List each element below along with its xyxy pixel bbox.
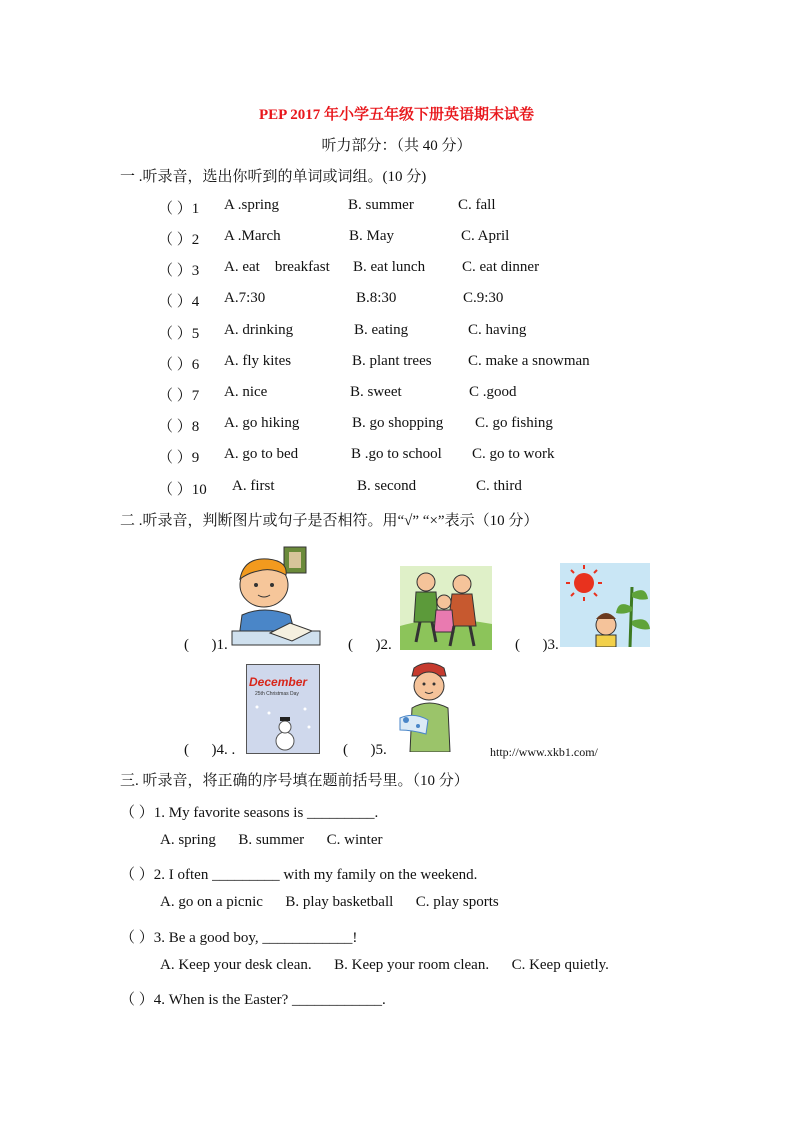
q1-paren: （ ）1 bbox=[158, 201, 200, 217]
calendar-month: December bbox=[249, 675, 308, 689]
part3-q1-options: A. spring B. summer C. winter bbox=[160, 832, 383, 848]
listening-subtitle: 听力部分：（共 40 分） bbox=[321, 138, 472, 154]
part1-heading: 一 .听录音，选出你听到的单词或词组。(10 分) bbox=[120, 169, 427, 185]
q2-option-c: C. April bbox=[461, 228, 510, 244]
q10-option-a: A. first bbox=[232, 478, 275, 494]
q7-option-b: B. sweet bbox=[350, 384, 402, 400]
sunny-day-picture bbox=[560, 563, 650, 647]
q3-paren: （ ）3 bbox=[158, 263, 200, 279]
q8-paren: （ ）8 bbox=[158, 419, 200, 435]
q2-paren: （ ）2 bbox=[158, 232, 200, 248]
part3-q2: （ ）2. I often _________ with my family on the weekend. bbox=[120, 867, 478, 883]
q6-option-a: A. fly kites bbox=[224, 353, 292, 369]
boy-washing-picture bbox=[392, 660, 464, 752]
boy-reading-picture bbox=[228, 545, 326, 647]
q7-paren: （ ）7 bbox=[158, 388, 200, 404]
q4-option-a: A.7:30 bbox=[224, 290, 266, 306]
family-outing-picture bbox=[400, 566, 492, 650]
part3-q3-options: A. Keep your desk clean. B. Keep your room clean. C. Keep quietly. bbox=[160, 957, 609, 973]
q9-option-a: A. go to bed bbox=[224, 446, 299, 462]
q4-paren: （ ）4 bbox=[158, 294, 200, 310]
q8-option-b: B. go shopping bbox=[352, 415, 444, 431]
q5-option-a: A. drinking bbox=[224, 322, 294, 338]
q5-option-c: C. having bbox=[468, 322, 527, 338]
q8-option-c: C. go fishing bbox=[475, 415, 553, 431]
q9-paren: （ ）9 bbox=[158, 450, 200, 466]
q3-option-c: C. eat dinner bbox=[462, 259, 540, 275]
q3-option-b: B. eat lunch bbox=[353, 259, 426, 275]
part3-q4: （ ）4. When is the Easter? ____________. bbox=[120, 992, 386, 1008]
q9-option-b: B .go to school bbox=[351, 446, 442, 462]
q4-option-c: C.9:30 bbox=[463, 290, 504, 306]
part3-q3: （ ）3. Be a good boy, ____________! bbox=[120, 930, 358, 946]
picture4-label: ( )4. . bbox=[184, 742, 236, 758]
q7-option-a: A. nice bbox=[224, 384, 268, 400]
source-url: http://www.xkb1.com/ bbox=[490, 745, 598, 759]
q6-paren: （ ）6 bbox=[158, 357, 200, 373]
picture1-label: ( )1. bbox=[184, 637, 228, 653]
snowman-icon bbox=[247, 697, 319, 754]
q1-option-c: C. fall bbox=[458, 197, 496, 213]
q10-option-b: B. second bbox=[357, 478, 417, 494]
picture3-label: ( )3. bbox=[515, 637, 559, 653]
part3-q2-options: A. go on a picnic B. play basketball C. play sports bbox=[160, 894, 499, 910]
q5-paren: （ ）5 bbox=[158, 326, 200, 342]
q10-option-c: C. third bbox=[476, 478, 522, 494]
q2-option-b: B. May bbox=[349, 228, 394, 244]
q5-option-b: B. eating bbox=[354, 322, 409, 338]
q1-option-a: A .spring bbox=[224, 197, 280, 213]
picture5-label: ( )5. bbox=[343, 742, 387, 758]
part3-heading: 三. 听录音，将正确的序号填在题前括号里。（10 分） bbox=[120, 773, 469, 789]
q4-option-b: B.8:30 bbox=[356, 290, 397, 306]
part2-heading: 二 .听录音，判断图片或句子是否相符。用“√” “×”表示（10 分） bbox=[120, 513, 539, 529]
q9-option-c: C. go to work bbox=[472, 446, 555, 462]
q6-option-c: C. make a snowman bbox=[468, 353, 590, 369]
q8-option-a: A. go hiking bbox=[224, 415, 300, 431]
page-title: PEP 2017 年小学五年级下册英语期末试卷 bbox=[258, 107, 534, 123]
q6-option-b: B. plant trees bbox=[352, 353, 432, 369]
q2-option-a: A .March bbox=[224, 228, 281, 244]
q3-option-a: A. eat breakfast bbox=[224, 259, 330, 275]
q10-paren: （ ）10 bbox=[158, 482, 207, 498]
q1-option-b: B. summer bbox=[348, 197, 414, 213]
calendar-note: 25th Christmas Day bbox=[255, 691, 299, 697]
december-calendar-picture bbox=[246, 664, 320, 754]
picture2-label: ( )2. bbox=[348, 637, 392, 653]
part3-q1: （ ）1. My favorite seasons is _________. bbox=[120, 805, 379, 821]
q7-option-c: C .good bbox=[469, 384, 517, 400]
